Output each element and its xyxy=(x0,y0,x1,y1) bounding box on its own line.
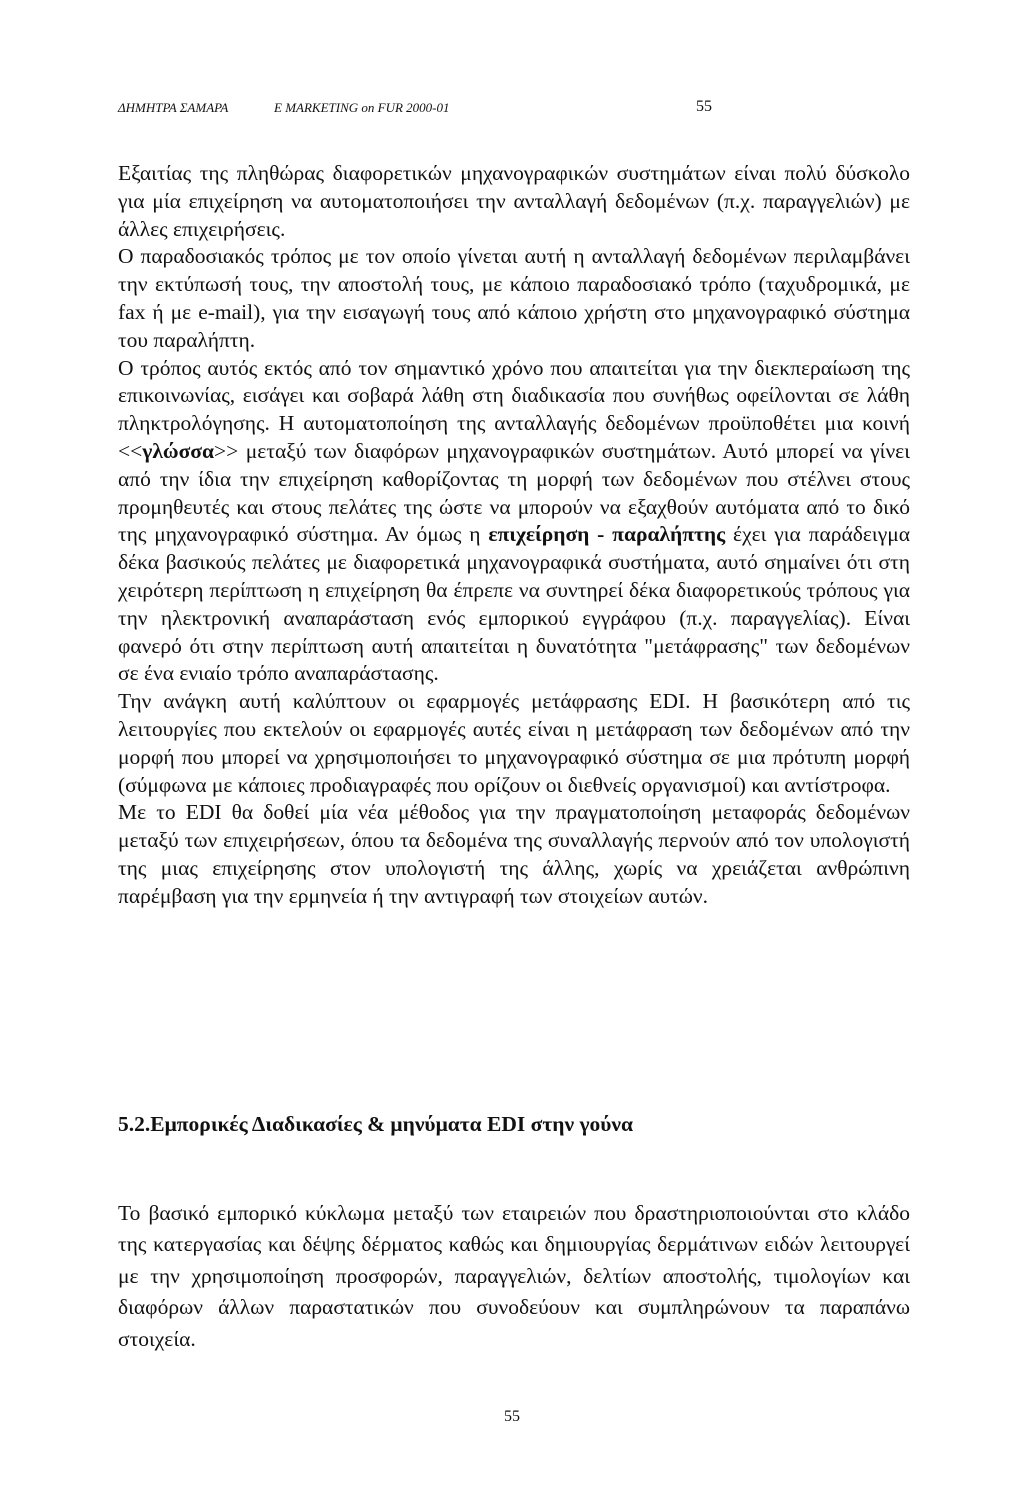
paragraph-3-part-3: έχει για παράδειγμα δέκα βασικούς πελάτες με διαφορετικά μηχανογραφικά συστήματα, αυτό σημαίνει ότι στη χειρότερη περίπτωση η επιχείρηση θα έπρεπε να συντηρεί δέκα διαφορετικούς τρόπους για την ηλεκτρονική αναπαράσταση ενός εμπορικού εγγράφου (π.χ. παραγγελίας). Είναι φανερό ότι στην περίπτωση αυτή απαιτείται η δυνατότητα "μετάφρασης" των δεδομένων σε ένα ενιαίο τρόπο αναπαράστασης. xyxy=(118,522,910,686)
paragraph-3-part-2: >> μεταξύ των διαφόρων μηχανογραφικών συστημάτων. Αυτό μπορεί να γίνει από την ίδια την επιχείρηση καθορίζοντας τη μορφή των δεδομένων που στέλνει στους προμηθευτές και στους πελάτες της ώστε να μπορούν να εξαχθούν αυτόματα από το δικό της μηχανογραφικό σύστημα. Αν όμως η xyxy=(118,438,910,547)
paragraph-1: Εξαιτίας της πληθώρας διαφορετικών μηχανογραφικών συστημάτων είναι πολύ δύσκολο για μία επιχείρηση να αυτοματοποιήσει την ανταλλαγή δεδομένων (π.χ. παραγγελιών) με άλλες επιχειρήσεις. xyxy=(118,161,910,241)
paragraph-4: Την ανάγκη αυτή καλύπτουν οι εφαρμογές μετάφρασης EDI. Η βασικότερη από τις λειτουργίες που εκτελούν οι εφαρμογές αυτές είναι η μετάφραση των δεδομένων από την μορφή που μπορεί να χρησιμοποιήσει το μηχανογραφικό σύστημα σε μια πρότυπη μορφή (σύμφωνα με κάποιες προδιαγραφές που ορίζουν οι διεθνείς οργανισμοί) και αντίστροφα. xyxy=(118,689,910,797)
paragraph-3 xyxy=(118,355,910,689)
emphasis-recipient-business: επιχείρηση - παραλήπτης xyxy=(488,522,726,547)
paragraph-2: Ο παραδοσιακός τρόπος με τον οποίο γίνεται αυτή η ανταλλαγή δεδομένων περιλαμβάνει την εκτύπωσή τους, την αποστολή τους, με κάποιο παραδοσιακό τρόπο (ταχυδρομικά, με fax ή με e-mail), για την εισαγωγή τους από κάποιο χρήστη στο μηχανογραφικό σύστημα του παραλήπτη. xyxy=(118,244,910,352)
section-paragraph: Το βασικό εμπορικό κύκλωμα μεταξύ των εταιρειών που δραστηριοποιούνται στο κλάδο της κατεργασίας και δέψης δέρματος καθώς και δημιουργίας δερμάτινων ειδών λειτουργεί με την χρησιμοποίηση προσφορών, παραγγελιών, δελτίων αποστολής, τιμολογίων και διαφόρων άλλων παραστατικών που συνοδεύουν και συμπληρώνουν τα παραπάνω στοιχεία. xyxy=(118,1200,910,1351)
emphasis-glossa: γλώσσα xyxy=(142,438,214,463)
section-heading: 5.2.Εμπορικές Διαδικασίες & μηνύματα EDI στην γούνα xyxy=(118,1112,634,1136)
header-author: ΔΗΜΗΤΡΑ ΣΑΜΑΡΑ xyxy=(118,100,229,115)
paragraph-3-part-1: Ο τρόπος αυτός εκτός από τον σημαντικό χρόνο που απαιτείται για την διεκπεραίωση της επικοινωνίας, εισάγει και σοβαρά λάθη στη διαδικασία που συνήθως οφείλονται σε λάθη πληκτρολόγησης. Η αυτοματοποίηση της ανταλλαγής δεδομένων προϋποθέτει μια κοινή << xyxy=(118,355,910,463)
paragraph-5: Με το EDI θα δοθεί μία νέα μέθοδος για την πραγματοποίηση μεταφοράς δεδομένων μεταξύ των επιχειρήσεων, όπου τα δεδομένα της συναλλαγής περνούν από τον υπολογιστή της μιας επιχείρησης στον υπολογιστή της άλλης, χωρίς να χρειάζεται ανθρώπινη παρέμβαση για την ερμηνεία ή την αντιγραφή των στοιχείων αυτών. xyxy=(118,800,910,908)
footer-page-number: 55 xyxy=(504,1408,520,1425)
header-title: E MARKETING on FUR 2000-01 xyxy=(274,100,450,115)
body-text xyxy=(118,160,910,911)
header-page-number: 55 xyxy=(696,98,712,115)
running-header xyxy=(118,100,918,120)
